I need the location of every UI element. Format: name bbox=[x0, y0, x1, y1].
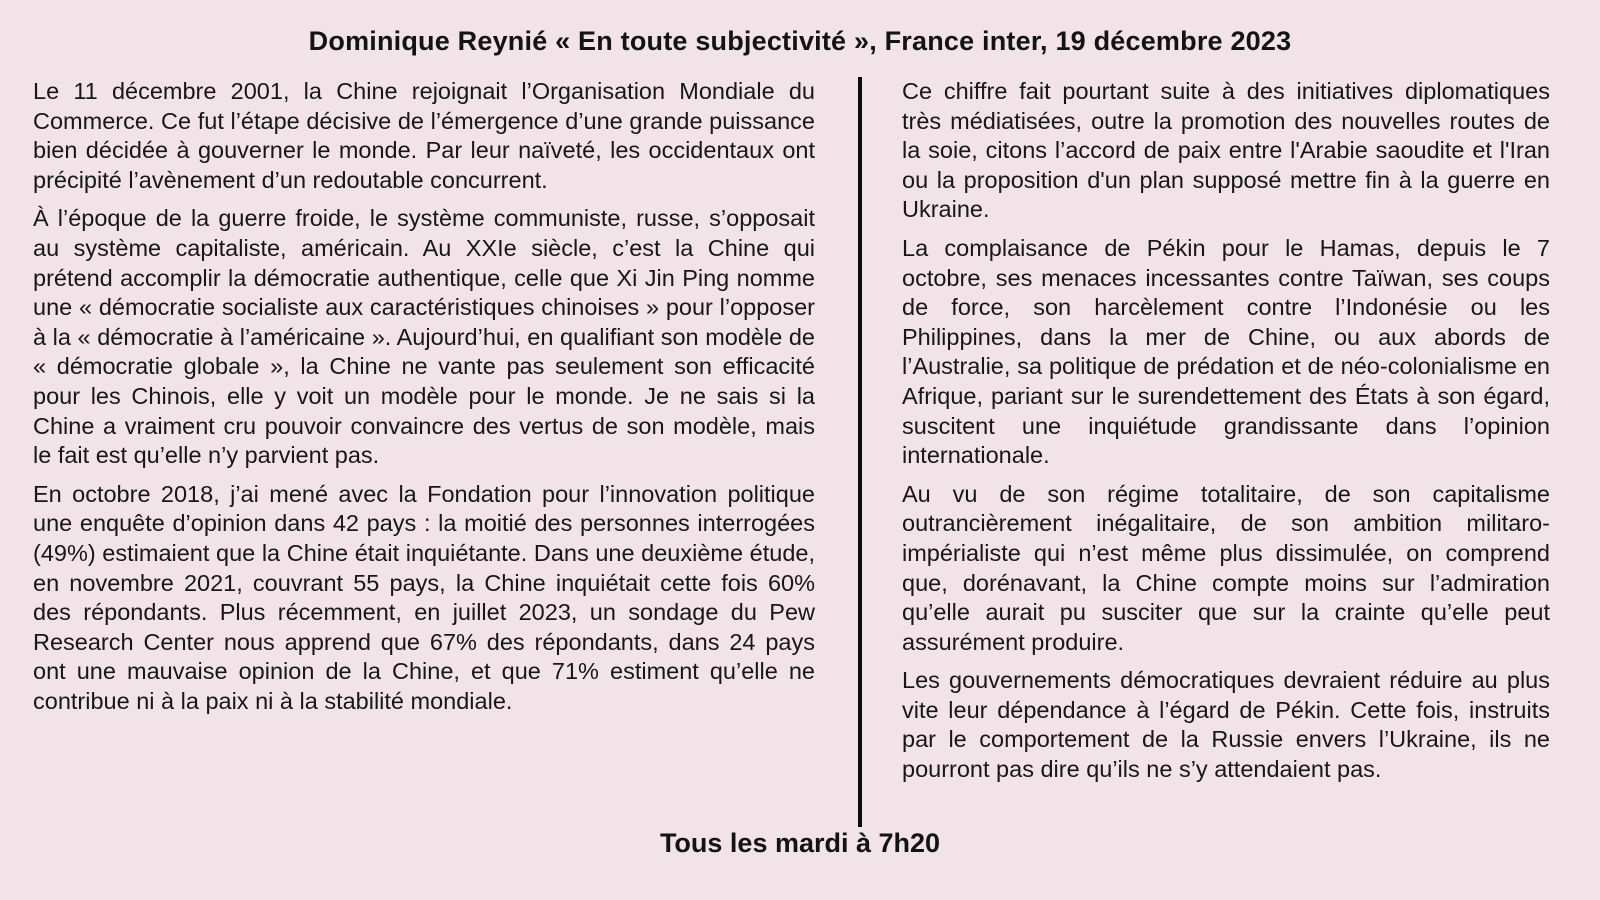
paragraph: Ce chiffre fait pourtant suite à des initiatives diplomatiques très médiatisées, outre la promotion des nouvelles routes de la soie, citons l’accord de paix entre l'Arabie saoudite et l'Iran ou la proposition d'un plan supposé mettre fin à la guerre en Ukraine. bbox=[902, 78, 1550, 223]
paragraph: La complaisance de Pékin pour le Hamas, depuis le 7 octobre, ses menaces incessantes contre Taïwan, ses coups de force, son harcèlement contre l’Indonésie ou les Philippines, dans la mer de Chine, ou aux abords de l’Australie, sa politique de prédation et de néo-colonialisme en Afrique, pariant sur le surendettement des États à son égard, suscitent une inquiétude grandissante dans l’opinion internationale. bbox=[902, 234, 1550, 469]
broadcast-schedule-text: Tous les mardi à 7h20 bbox=[659, 828, 941, 858]
paragraph: En octobre 2018, j’ai mené avec la Fondation pour l’innovation politique une enquête d’opinion dans 42 pays : la moitié des personnes interrogées (49%) estimaient que la Chine était inquiétante. Dans une deuxième étude, en novembre 2021, couvrant 55 pays, la Chine inquiétait cette fois 60% des répondants. Plus récemment, en juillet 2023, un sondage du Pew Research Center nous apprend que 67% des répondants, dans 24 pays ont une mauvaise opinion de la Chine, et que 71% estiment qu’elle ne contribue ni à la paix ni à la stabilité mondiale. bbox=[33, 480, 815, 714]
two-column-layout bbox=[0, 77, 1600, 827]
right-column bbox=[902, 77, 1550, 785]
left-column bbox=[33, 77, 815, 716]
column-divider-line bbox=[858, 77, 862, 827]
paragraph: Les gouvernements démocratiques devraient réduire au plus vite leur dépendance à l’égard de Pékin. Cette fois, instruits par le comportement de la Russie envers l’Ukraine, ils ne pourront pas dire qu’ils ne s’y attendaient pas. bbox=[902, 667, 1550, 783]
paragraph: À l’époque de la guerre froide, le système communiste, russe, s’opposait au système capitaliste, américain. Au XXIe siècle, c’est la Chine qui prétend accomplir la démocratie authentique, celle que Xi Jin Ping nomme une « démocratie socialiste aux caractéristiques chinoises » pour l’opposer à la « démocratie à l’américaine ». Aujourd’hui, en qualifiant son modèle de « démocratie globale », la Chine ne vante pas seulement son efficacité pour les Chinois, elle y voit un modèle pour le monde. Je ne sais si la Chine a vraiment cru pouvoir convaincre des vertus de son modèle, mais le fait est qu’elle n’y parvient pas. bbox=[33, 205, 815, 469]
paragraph: Le 11 décembre 2001, la Chine rejoignait l’Organisation Mondiale du Commerce. Ce fut l’étape décisive de l’émergence d’une grande puissance bien décidée à gouverner le monde. Par leur naïveté, les occidentaux ont précipité l’avènement d’un redoutable concurrent. bbox=[33, 78, 815, 193]
paragraph: Au vu de son régime totalitaire, de son capitalisme outrancièrement inégalitaire, de son ambition militaro-impérialiste qui n’est même plus dissimulée, on comprend que, dorénavant, la Chine compte moins sur l’admiration qu’elle aurait pu susciter que sur la crainte qu’elle peut assurément produire. bbox=[902, 480, 1550, 655]
page-title: Dominique Reynié « En toute subjectivité », France inter, 19 décembre 2023 bbox=[308, 26, 1292, 56]
